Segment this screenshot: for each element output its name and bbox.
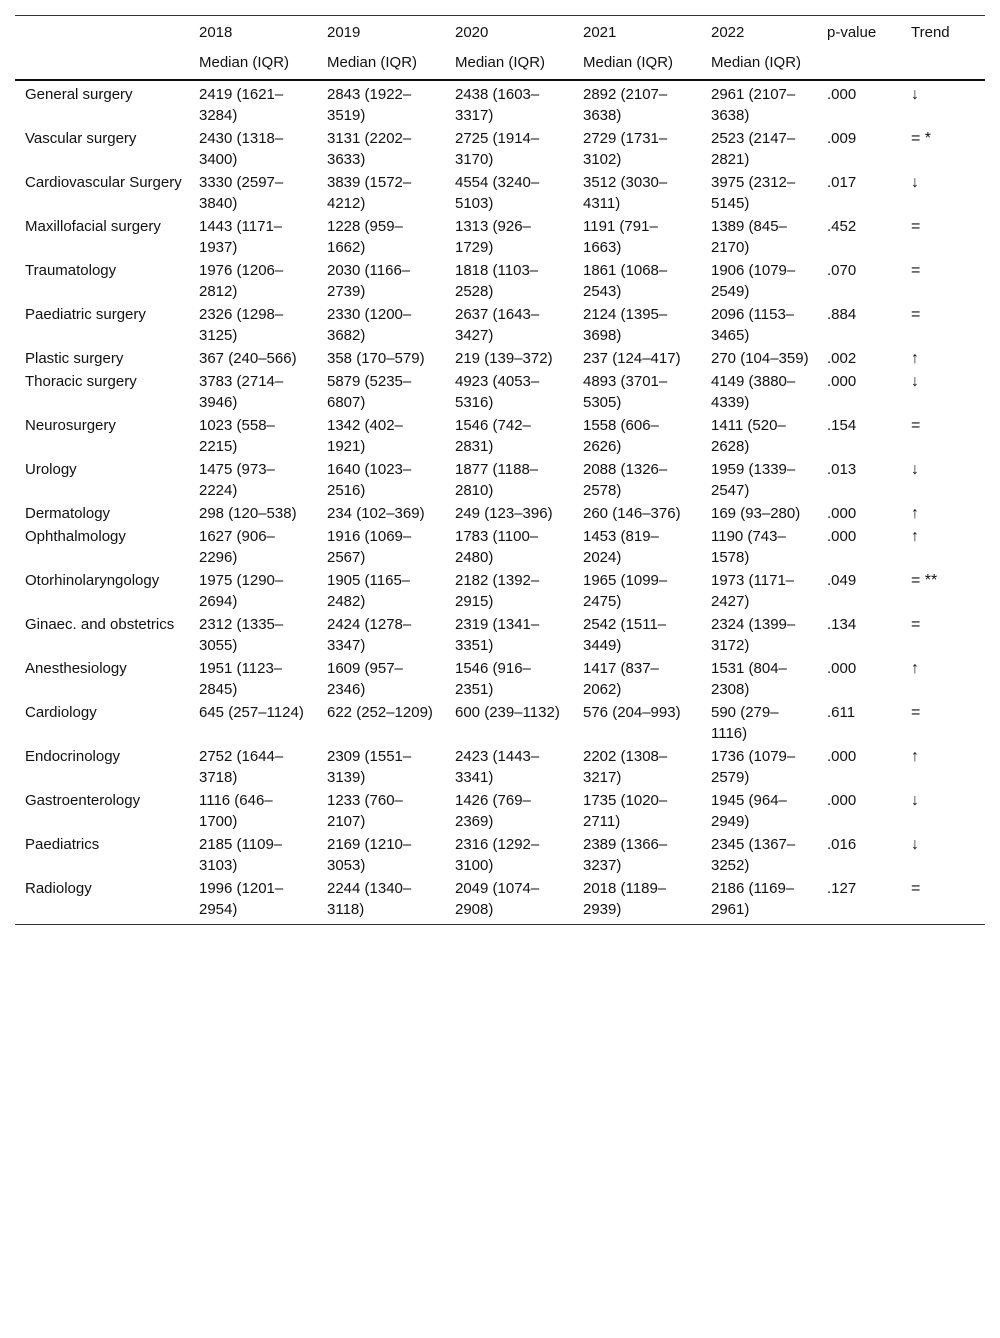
specialty-name: Radiology xyxy=(15,877,189,925)
value-2020: 2049 (1074–2908) xyxy=(445,877,573,925)
value-2021: 2892 (2107–3638) xyxy=(583,86,668,124)
value-2020: 1546 (742–2831) xyxy=(455,417,531,455)
table-row xyxy=(15,789,985,833)
value-2020: 2725 (1914–3170) xyxy=(455,130,540,168)
value-2022: 2345 (1367–3252) xyxy=(711,836,796,874)
value-2019: 1342 (402–1921) xyxy=(327,417,403,455)
value-2018: 1976 (1206–2812) xyxy=(199,262,284,300)
value-2018: 2752 (1644–3718) xyxy=(199,748,284,786)
value-2020: 1313 (926–1729) xyxy=(455,218,531,256)
trend-indicator: ↓ xyxy=(911,373,919,390)
value-2021: 2389 (1366–3237) xyxy=(583,836,668,874)
table-row xyxy=(15,414,985,458)
value-2020: 2438 (1603–3317) xyxy=(455,86,540,124)
trend-indicator: = * xyxy=(911,130,932,147)
p-value: .000 xyxy=(827,528,857,545)
p-value: .134 xyxy=(827,616,857,633)
p-value: .016 xyxy=(827,836,857,853)
trend-indicator: ↑ xyxy=(911,505,919,522)
specialty-name: Paediatric surgery xyxy=(25,306,146,323)
value-2021: 237 (124–417) xyxy=(583,350,681,367)
value-2021: 2124 (1395–3698) xyxy=(583,306,668,344)
value-2018: 1975 (1290–2694) xyxy=(199,572,284,610)
table-row xyxy=(15,215,985,259)
value-2021: 2729 (1731–3102) xyxy=(583,130,668,168)
specialty-name: Ophthalmology xyxy=(25,528,126,545)
header-year-2020: 2020 xyxy=(445,16,573,44)
trend-indicator: ↓ xyxy=(911,174,919,191)
value-2019: 358 (170–579) xyxy=(327,350,425,367)
p-value: .000 xyxy=(827,86,857,103)
specialty-name: Otorhinolaryngology xyxy=(25,572,160,589)
table-row xyxy=(15,370,985,414)
value-2019: 5879 (5235–6807) xyxy=(327,373,412,411)
p-value: .013 xyxy=(827,461,857,478)
trend-indicator: ↑ xyxy=(911,350,919,367)
header-year-2021: 2021 xyxy=(573,16,701,44)
value-2018: 1627 (906–2296) xyxy=(199,528,275,566)
trend-indicator: ↑ xyxy=(911,660,919,677)
specialty-name: Neurosurgery xyxy=(25,417,116,434)
value-2019: 2030 (1166–2739) xyxy=(327,262,411,300)
trend-indicator: ↓ xyxy=(911,792,919,809)
value-2021: 1191 (791–1663) xyxy=(583,218,658,256)
value-2022: 1945 (964–2949) xyxy=(711,792,787,830)
value-2021: 2018 (1189–2939) xyxy=(573,877,701,925)
specialty-name: Cardiovascular Surgery xyxy=(25,174,182,191)
value-2020: 2423 (1443–3341) xyxy=(455,748,540,786)
value-2022: 1190 (743–1578) xyxy=(711,528,786,566)
value-2018: 367 (240–566) xyxy=(199,350,297,367)
value-2022: 1973 (1171–2427) xyxy=(711,572,795,610)
specialty-name: General surgery xyxy=(25,86,133,103)
header-cell xyxy=(901,43,985,80)
value-2019: 2330 (1200–3682) xyxy=(327,306,412,344)
value-2018: 1443 (1171–1937) xyxy=(199,218,283,256)
header-row-stats xyxy=(15,43,985,80)
value-2019: 1228 (959–1662) xyxy=(327,218,403,256)
trend-indicator: ↓ xyxy=(911,86,919,103)
value-2020: 2182 (1392–2915) xyxy=(455,572,540,610)
value-2019: 1609 (957–2346) xyxy=(327,660,403,698)
value-2018: 2430 (1318–3400) xyxy=(199,130,284,168)
value-2022: 2096 (1153–3465) xyxy=(711,306,795,344)
value-2019: 2169 (1210–3053) xyxy=(327,836,412,874)
table-row xyxy=(15,613,985,657)
value-2022: 1389 (845–2170) xyxy=(711,218,787,256)
value-2018: 1116 (646–1700) xyxy=(199,792,273,830)
value-2022: 270 (104–359) xyxy=(711,350,809,367)
value-2019: 234 (102–369) xyxy=(327,505,425,522)
value-2021: 3512 (3030–4311) xyxy=(583,174,668,212)
value-2019: 1233 (760–2107) xyxy=(327,792,403,830)
value-2021: 2202 (1308–3217) xyxy=(583,748,668,786)
value-2022: 1959 (1339–2547) xyxy=(711,461,796,499)
trend-indicator: = ** xyxy=(911,572,938,589)
value-2020: 1783 (1100–2480) xyxy=(455,528,539,566)
value-2022: 169 (93–280) xyxy=(711,505,801,522)
value-2021: 2088 (1326–2578) xyxy=(583,461,668,499)
trend-indicator: = xyxy=(901,877,985,925)
table-row xyxy=(15,259,985,303)
specialty-name: Gastroenterology xyxy=(25,792,141,809)
table-container xyxy=(15,15,985,925)
p-value: .070 xyxy=(827,262,857,279)
value-2019: 622 (252–1209) xyxy=(327,704,433,721)
header-year-2018: 2018 xyxy=(189,16,317,44)
value-2020: 249 (123–396) xyxy=(455,505,553,522)
p-value: .017 xyxy=(827,174,857,191)
header-p-value: p-value xyxy=(817,16,901,44)
value-2022: 3975 (2312–5145) xyxy=(711,174,796,212)
p-value: .000 xyxy=(827,505,857,522)
value-2022: 1411 (520–2628) xyxy=(711,417,786,455)
specialty-name: Cardiology xyxy=(25,704,97,721)
value-2021: 4893 (3701–5305) xyxy=(583,373,668,411)
specialty-name: Thoracic surgery xyxy=(25,373,137,390)
table-row xyxy=(15,877,985,925)
p-value: .611 xyxy=(827,704,856,721)
value-2021: 1861 (1068–2543) xyxy=(583,262,668,300)
specialty-name: Vascular surgery xyxy=(25,130,137,147)
value-2018: 645 (257–1124) xyxy=(199,704,304,721)
specialty-name: Plastic surgery xyxy=(25,350,124,367)
p-value: .049 xyxy=(827,572,857,589)
value-2021: 1417 (837–2062) xyxy=(583,660,659,698)
value-2022: 1906 (1079–2549) xyxy=(711,262,796,300)
p-value: .000 xyxy=(827,660,857,677)
value-2019: 2424 (1278–3347) xyxy=(327,616,412,654)
header-cell xyxy=(817,43,901,80)
value-2018: 2312 (1335–3055) xyxy=(199,616,284,654)
table-row xyxy=(15,303,985,347)
trend-indicator: = xyxy=(911,417,921,434)
specialty-name: Dermatology xyxy=(25,505,111,522)
value-2020: 1877 (1188–2810) xyxy=(455,461,539,499)
header-median-2018: Median (IQR) xyxy=(189,43,317,80)
trend-indicator: ↑ xyxy=(911,748,919,765)
value-2020: 2637 (1643–3427) xyxy=(455,306,540,344)
trend-indicator: = xyxy=(911,306,921,323)
p-value: .452 xyxy=(827,218,857,235)
header-median-2020: Median (IQR) xyxy=(445,43,573,80)
value-2021: 260 (146–376) xyxy=(583,505,681,522)
value-2018: 1023 (558–2215) xyxy=(199,417,275,455)
header-median-2022: Median (IQR) xyxy=(701,43,817,80)
value-2020: 219 (139–372) xyxy=(455,350,553,367)
table-row xyxy=(15,569,985,613)
value-2020: 600 (239–1132) xyxy=(455,704,560,721)
value-2021: 1558 (606–2626) xyxy=(583,417,659,455)
value-2022: 2324 (1399–3172) xyxy=(711,616,796,654)
value-2018: 1951 (1123–2845) xyxy=(199,660,283,698)
value-2019: 2244 (1340–3118) xyxy=(317,877,445,925)
value-2019: 1640 (1023–2516) xyxy=(327,461,412,499)
value-2022: 2961 (2107–3638) xyxy=(711,86,796,124)
specialty-name: Endocrinology xyxy=(25,748,121,765)
value-2018: 2185 (1109–3103) xyxy=(199,836,283,874)
value-2019: 2309 (1551–3139) xyxy=(327,748,412,786)
value-2020: 4554 (3240–5103) xyxy=(455,174,540,212)
value-2018: 1996 (1201–2954) xyxy=(189,877,317,925)
trend-indicator: ↓ xyxy=(911,836,919,853)
p-value: .002 xyxy=(827,350,857,367)
value-2022: 4149 (3880–4339) xyxy=(711,373,796,411)
value-2022: 1531 (804–2308) xyxy=(711,660,787,698)
value-2021: 1735 (1020–2711) xyxy=(583,792,668,830)
value-2018: 2419 (1621–3284) xyxy=(199,86,284,124)
value-2019: 1905 (1165–2482) xyxy=(327,572,411,610)
header-year-2019: 2019 xyxy=(317,16,445,44)
p-value: .154 xyxy=(827,417,857,434)
p-value: .000 xyxy=(827,792,857,809)
table-row xyxy=(15,502,985,525)
header-cell xyxy=(15,16,189,44)
p-value: .884 xyxy=(827,306,857,323)
trend-indicator: ↑ xyxy=(911,528,919,545)
header-median-2019: Median (IQR) xyxy=(317,43,445,80)
header-year-2022: 2022 xyxy=(701,16,817,44)
value-2019: 3839 (1572–4212) xyxy=(327,174,412,212)
value-2020: 2316 (1292–3100) xyxy=(455,836,540,874)
p-value: .000 xyxy=(827,748,857,765)
table-body xyxy=(15,80,985,925)
table-row xyxy=(15,525,985,569)
header-cell xyxy=(15,43,189,80)
trend-indicator: = xyxy=(911,218,921,235)
value-2021: 1965 (1099–2475) xyxy=(583,572,668,610)
table-row xyxy=(15,171,985,215)
value-2018: 3783 (2714–3946) xyxy=(199,373,284,411)
value-2019: 1916 (1069–2567) xyxy=(327,528,412,566)
table-header xyxy=(15,16,985,81)
table-row xyxy=(15,347,985,370)
table-row xyxy=(15,80,985,127)
header-trend: Trend xyxy=(901,16,985,44)
value-2019: 2843 (1922–3519) xyxy=(327,86,412,124)
specialty-name: Paediatrics xyxy=(25,836,100,853)
table-row xyxy=(15,127,985,171)
value-2022: 590 (279–1116) xyxy=(711,704,779,742)
header-row-years xyxy=(15,16,985,44)
specialty-name: Traumatology xyxy=(25,262,117,279)
specialty-name: Maxillofacial surgery xyxy=(25,218,161,235)
trend-indicator: ↓ xyxy=(911,461,919,478)
table-row xyxy=(15,657,985,701)
trend-indicator: = xyxy=(911,262,921,279)
table-row xyxy=(15,745,985,789)
value-2022: 1736 (1079–2579) xyxy=(711,748,796,786)
header-median-2021: Median (IQR) xyxy=(573,43,701,80)
value-2021: 2542 (1511–3449) xyxy=(583,616,667,654)
value-2019: 3131 (2202–3633) xyxy=(327,130,412,168)
value-2018: 1475 (973–2224) xyxy=(199,461,275,499)
p-value: .127 xyxy=(817,877,901,925)
value-2018: 2326 (1298–3125) xyxy=(199,306,284,344)
value-2020: 1426 (769–2369) xyxy=(455,792,531,830)
table-row xyxy=(15,458,985,502)
value-2021: 576 (204–993) xyxy=(583,704,681,721)
value-2018: 3330 (2597–3840) xyxy=(199,174,284,212)
trend-indicator: = xyxy=(911,704,921,721)
table-row xyxy=(15,833,985,877)
value-2021: 1453 (819–2024) xyxy=(583,528,659,566)
trend-indicator: = xyxy=(911,616,921,633)
value-2018: 298 (120–538) xyxy=(199,505,297,522)
p-value: .009 xyxy=(827,130,857,147)
specialty-name: Anesthesiology xyxy=(25,660,127,677)
value-2020: 4923 (4053–5316) xyxy=(455,373,540,411)
value-2022: 2186 (1169–2961) xyxy=(701,877,817,925)
value-2020: 1546 (916–2351) xyxy=(455,660,531,698)
data-table xyxy=(15,15,985,925)
specialty-name: Ginaec. and obstetrics xyxy=(25,616,175,633)
specialty-name: Urology xyxy=(25,461,77,478)
value-2020: 2319 (1341–3351) xyxy=(455,616,540,654)
value-2022: 2523 (2147–2821) xyxy=(711,130,796,168)
p-value: .000 xyxy=(827,373,857,390)
value-2020: 1818 (1103–2528) xyxy=(455,262,539,300)
table-row xyxy=(15,701,985,745)
